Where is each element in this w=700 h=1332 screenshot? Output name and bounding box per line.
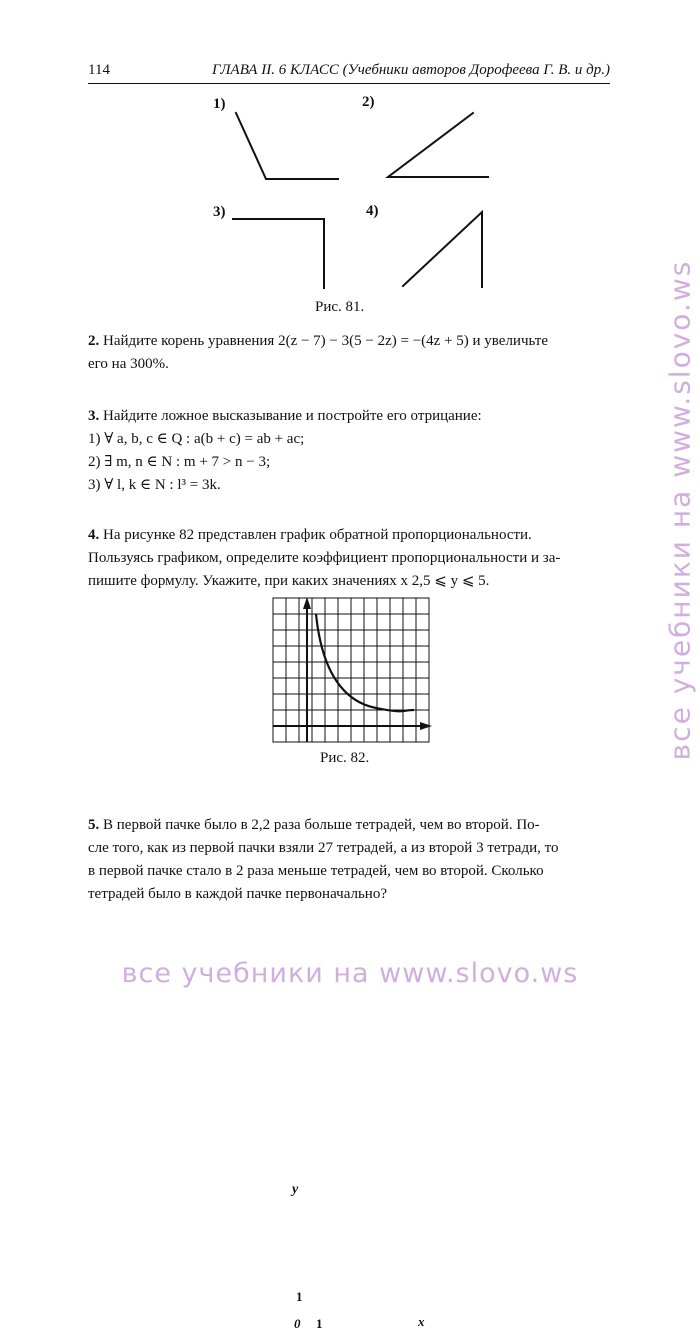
fig81-label-4: 4): [366, 203, 379, 219]
problem-4-line-3: пишите формулу. Укажите, при каких значениях x 2,5 ⩽ y ⩽ 5.: [88, 573, 490, 589]
fig81-label-3: 3): [213, 204, 226, 220]
problem-2-line-2: его на 300%.: [88, 356, 169, 372]
figure-81: [0, 0, 700, 330]
problem-3-intro: Найдите ложное высказывание и постройте его отрицание:: [103, 408, 482, 424]
fig82-origin-label: 0: [294, 1316, 301, 1331]
problem-4-line-1: На рисунке 82 представлен график обратной пропорциональности.: [103, 527, 532, 543]
watermark-side-text: все учебники на www.slovo.ws: [663, 259, 697, 761]
problem-3-number: 3.: [88, 408, 100, 424]
fig82-x-label: x: [418, 1314, 425, 1329]
fig82-tick-x-label: 1: [316, 1316, 323, 1331]
problem-5-line-1: В первой пачке было в 2,2 раза больше тетрадей, чем во второй. По-: [103, 817, 540, 833]
fig81-angles: [0, 0, 700, 330]
problem-2-line-1: Найдите корень уравнения 2(z − 7) − 3(5 − 2z) = −(4z + 5) и увеличьте: [103, 333, 548, 349]
problem-5-number: 5.: [88, 817, 100, 833]
angle-1: [236, 113, 338, 179]
fig82-caption: Рис. 82.: [320, 750, 370, 766]
fig82-y-arrow: [303, 597, 311, 609]
problem-3-item-2: 2) ∃ m, n ∈ N : m + 7 > n − 3;: [88, 454, 271, 470]
problem-3-item-1: 1) ∀ a, b, c ∈ Q : a(b + c) = ab + ac;: [88, 431, 305, 447]
fig82-y-label: y: [292, 1182, 299, 1197]
problem-2: [88, 330, 612, 376]
problem-4-line-2: Пользуясь графиком, определите коэффициент пропорциональности и за-: [88, 550, 561, 566]
problem-4: [88, 524, 612, 593]
watermark-bottom: все учебники на www.slovo.ws: [121, 958, 579, 989]
angle-2: [388, 113, 488, 177]
problem-5-line-3: в первой пачке стало в 2 раза меньше тетрадей, чем во второй. Сколько: [88, 863, 544, 879]
fig81-caption: Рис. 81.: [315, 299, 365, 315]
fig82-x-arrow: [420, 722, 432, 730]
angle-4: [403, 212, 482, 287]
problem-2-number: 2.: [88, 333, 100, 349]
problem-3-item-3: 3) ∀ l, k ∈ N : l³ = 3k.: [88, 477, 221, 493]
angle-3: [233, 219, 324, 288]
problem-4-number: 4.: [88, 527, 100, 543]
problem-5-line-4: тетрадей было в каждой пачке первоначально?: [88, 886, 387, 902]
fig81-label-1: 1): [213, 96, 226, 112]
problem-5: [88, 814, 612, 906]
chapter-title: ГЛАВА II. 6 КЛАСС (Учебники авторов Дорофеева Г. В. и др.): [212, 62, 610, 78]
problem-3: [88, 405, 612, 497]
watermark-side: [660, 145, 700, 875]
problem-5-line-2: сле того, как из первой пачки взяли 27 тетрадей, а из второй 3 тетради, то: [88, 840, 559, 856]
fig82-vertical-gridlines: [286, 598, 416, 742]
fig82-hyperbola: [316, 614, 414, 711]
fig82-graph: [0, 590, 700, 750]
fig82-tick-y-label: 1: [296, 1289, 303, 1304]
fig81-label-2: 2): [362, 94, 375, 110]
page-number: 114: [88, 62, 110, 78]
